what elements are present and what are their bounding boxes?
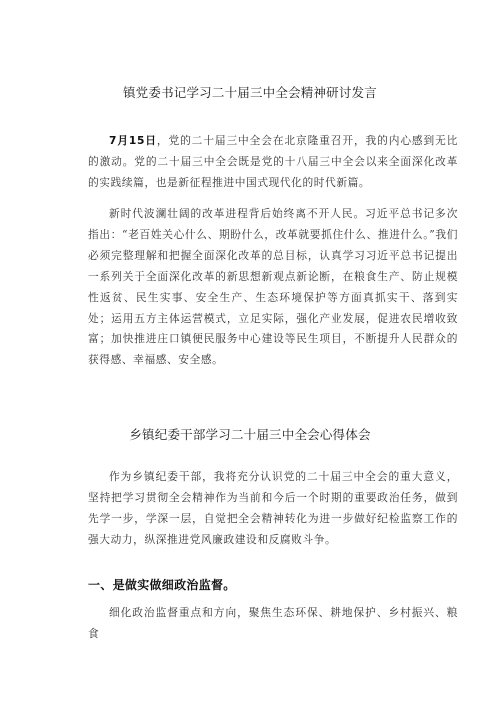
article1-paragraph-1-text: ，党的二十届三中全会在北京隆重召开，我的内心感到无比的激动。党的二十届三中全会既是党的十八届三中全会以来全面深化改革的实践续篇，也是新征程推进中国式现代化的时代新篇。 (88, 134, 458, 189)
section-heading-1: 一、是做实做细政治监督。 (88, 578, 236, 592)
article1-paragraph-2: 新时代波澜壮阔的改革进程背后始终离不开人民。习近平总书记多次指出：“老百姓关心什么、期盼什么，改革就要抓住什么、推进什么。”我们必须完整理解和把握全面深化改革的总目标，认真学习习近平总书记提出一系列关于全面深化改革的新思想新观点新论断，在粮食生产、防止规模性返贫、民生实事、安全生产、生态环境保护等方面真抓实干、落到实处；运用五方主体运营模式，立足实际，强化产业发展，促进农民增收致富；加快推进庄口镇便民服务中心建设等民生项目，不断提升人民群众的获得感、幸福感、安全感。 (88, 207, 458, 367)
article2-paragraph-1: 作为乡镇纪委干部，我将充分认识党的二十届三中全会的重大意义，坚持把学习贯彻全会精神作为当前和今后一个时期的重要政治任务，做到先学一步，学深一层，自觉把全会精神转化为进一步做好纪检监察工作的强大动力，纵深推进党风廉政建设和反腐败斗争。 (88, 470, 458, 546)
article-title-1: 镇党委书记学习二十届三中全会精神研讨发言 (122, 85, 377, 100)
meeting-date: 7月15日 (109, 134, 157, 147)
article1-paragraph-1 (88, 131, 458, 194)
article-title-2: 乡镇纪委干部学习二十届三中全会心得体会 (129, 427, 371, 442)
article2-paragraph-2: 细化政治监督重点和方向，聚焦生态环保、耕地保护、乡村振兴、粮食 (88, 606, 458, 640)
